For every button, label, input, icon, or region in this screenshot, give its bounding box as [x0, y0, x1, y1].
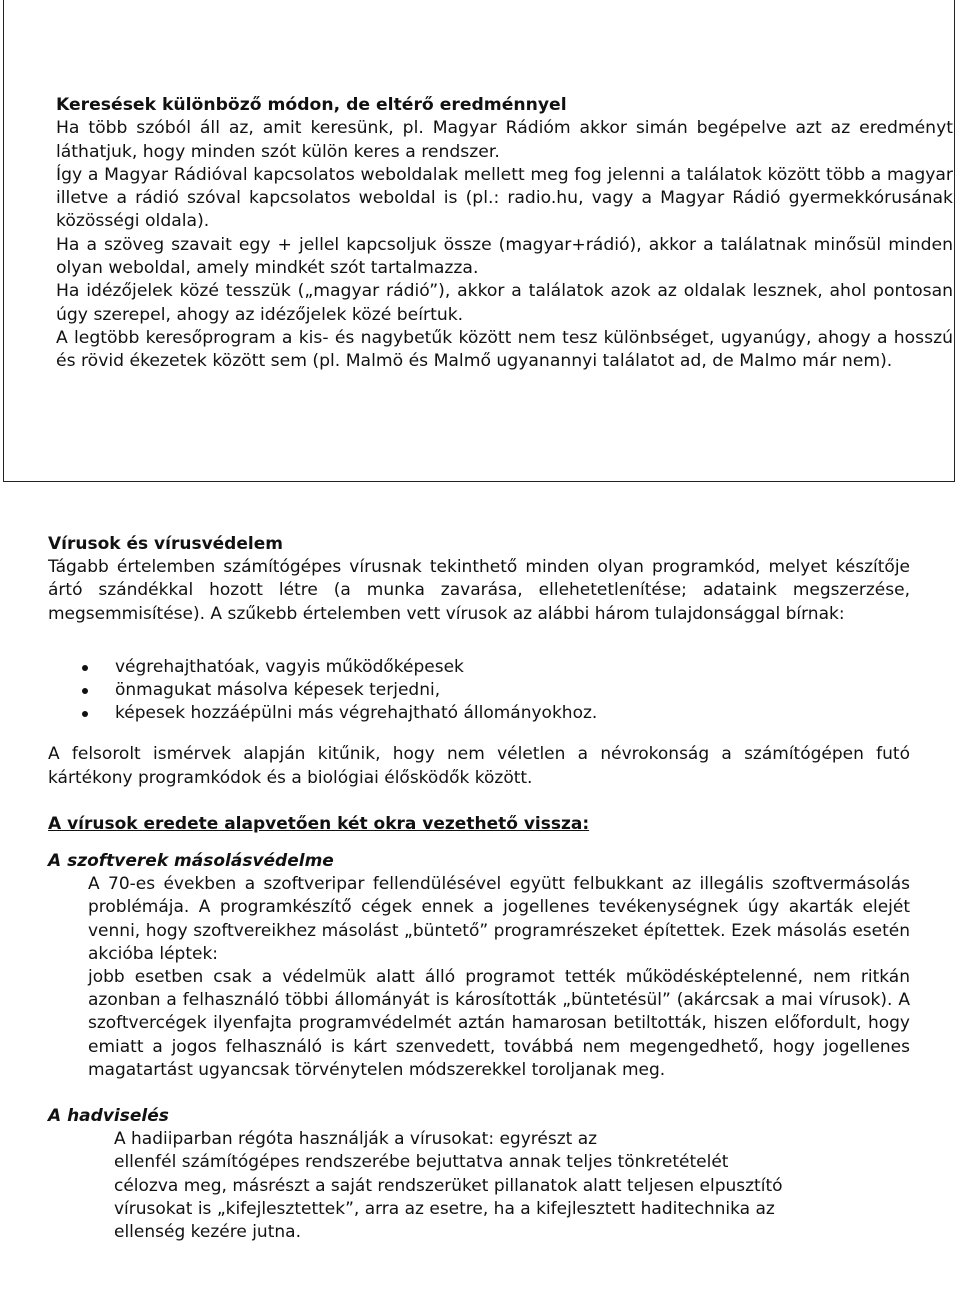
- origin-heading: A vírusok eredete alapvetően két okra vezethető vissza:: [48, 813, 590, 834]
- bullet-icon: [82, 665, 88, 671]
- search-tip-paragraph: Így a Magyar Rádióval kapcsolatos weboldalak mellett meg fog jelenni a találatok között több a magyar illetve a rádió szóval kapcsolatos weboldal is (pl.: radio.hu, vagy a Magyar Rádió gyermekkórusának közösségi oldala).: [56, 164, 953, 232]
- search-tip-paragraph: Ha a szöveg szavait egy + jellel kapcsoljuk össze (magyar+rádió), akkor a találatnak minősül minden olyan weboldal, amely mindkét szót tartalmazza.: [56, 234, 953, 279]
- copy-protection-heading: A szoftverek másolásvédelme: [48, 851, 334, 872]
- warfare-line: A hadiiparban régóta használják a vírusokat: egyrészt az: [114, 1129, 598, 1150]
- copy-protection-text: jobb esetben csak a védelmük alatt álló programot tették működésképtelenné, nem ritkán azonban a felhasználó többi állományát is károsították „büntetésül” (akárcsak a mai vírusok). A szoftvercégek ilyenfajta programvédelmét aztán hamarosan betiltották, hiszen előfordult, hogy emiatt a jogos felhasználó is kárt szenvedett, továbbá nem megengedhető, hogy jogellenes magatartást ugyancsak törvénytelen módszerekkel toroljanak meg.: [88, 967, 910, 1080]
- warfare-heading: A hadviselés: [48, 1106, 169, 1127]
- search-tips-title: Keresések különböző módon, de eltérő eredménnyel: [56, 95, 567, 115]
- virus-section-title: Vírusok és vírusvédelem: [48, 534, 283, 554]
- search-tips-content: [56, 94, 953, 374]
- copy-protection-body: [88, 873, 910, 1082]
- search-tip-paragraph: Ha több szóból áll az, amit keresünk, pl. Magyar Rádióm akkor simán begépelve azt az eredményt láthatjuk, hogy minden szót külön keres a rendszer.: [56, 118, 953, 162]
- virus-conclusion: A felsorolt ismérvek alapján kitűnik, hogy nem véletlen a névrokonság a számítógépen futó kártékony programkódok és a biológiai élősködők között.: [48, 744, 910, 788]
- copy-protection-text: A 70-es években a szoftveripar fellendülésével együtt felbukkant az illegális szoftvermásolás problémája. A programkészítő cégek ennek a jogellenes tevékenységnek úgy akarták elejét venni, hogy szoftvereikhez másolást „büntető” programrészeket építettek. Ezek másolás esetén akcióba léptek:: [88, 874, 910, 964]
- list-item: végrehajthatóak, vagyis működőképesek: [48, 656, 910, 679]
- warfare-body: [114, 1128, 910, 1244]
- search-tip-paragraph: A legtöbb keresőprogram a kis- és nagybetűk között nem tesz különbséget, ugyanúgy, ahogy a hosszú és rövid ékezetek között sem (pl. Malmö és Malmő ugyanannyi találatot ad, de Malmo már nem).: [56, 327, 953, 372]
- warfare-line: ellenség kezére jutna.: [114, 1222, 301, 1243]
- warfare-line: vírusokat is „kifejlesztettek”, arra az esetre, ha a kifejlesztett haditechnika az: [114, 1198, 775, 1219]
- warfare-line: ellenfél számítógépes rendszerébe bejuttatva annak teljes tönkretételét: [114, 1152, 729, 1173]
- bullet-icon: [82, 688, 88, 694]
- search-tips-box: [3, 0, 955, 482]
- virus-properties-list: [48, 656, 910, 726]
- list-item: képesek hozzáépülni más végrehajtható állományokhoz.: [48, 702, 910, 725]
- virus-section: [48, 533, 910, 1244]
- list-item: önmagukat másolva képesek terjedni,: [48, 679, 910, 702]
- virus-intro: Tágabb értelemben számítógépes vírusnak tekinthető minden olyan programkód, melyet készítője ártó szándékkal hozott létre (a munka zavarása, ellehetetlenítése; adataink megszerzése, megsemmisítése). A szűkebb értelemben vett vírusok az alábbi három tulajdonsággal bírnak:: [48, 557, 910, 624]
- search-tip-paragraph: Ha idézőjelek közé tesszük („magyar rádió”), akkor a találatok azok az oldalak lesznek, ahol pontosan úgy szerepel, ahogy az idézőjelek közé beírtuk.: [56, 281, 953, 325]
- bullet-icon: [82, 711, 88, 717]
- warfare-line: célozva meg, másrészt a saját rendszerüket pillanatok alatt teljesen elpusztító: [114, 1175, 783, 1196]
